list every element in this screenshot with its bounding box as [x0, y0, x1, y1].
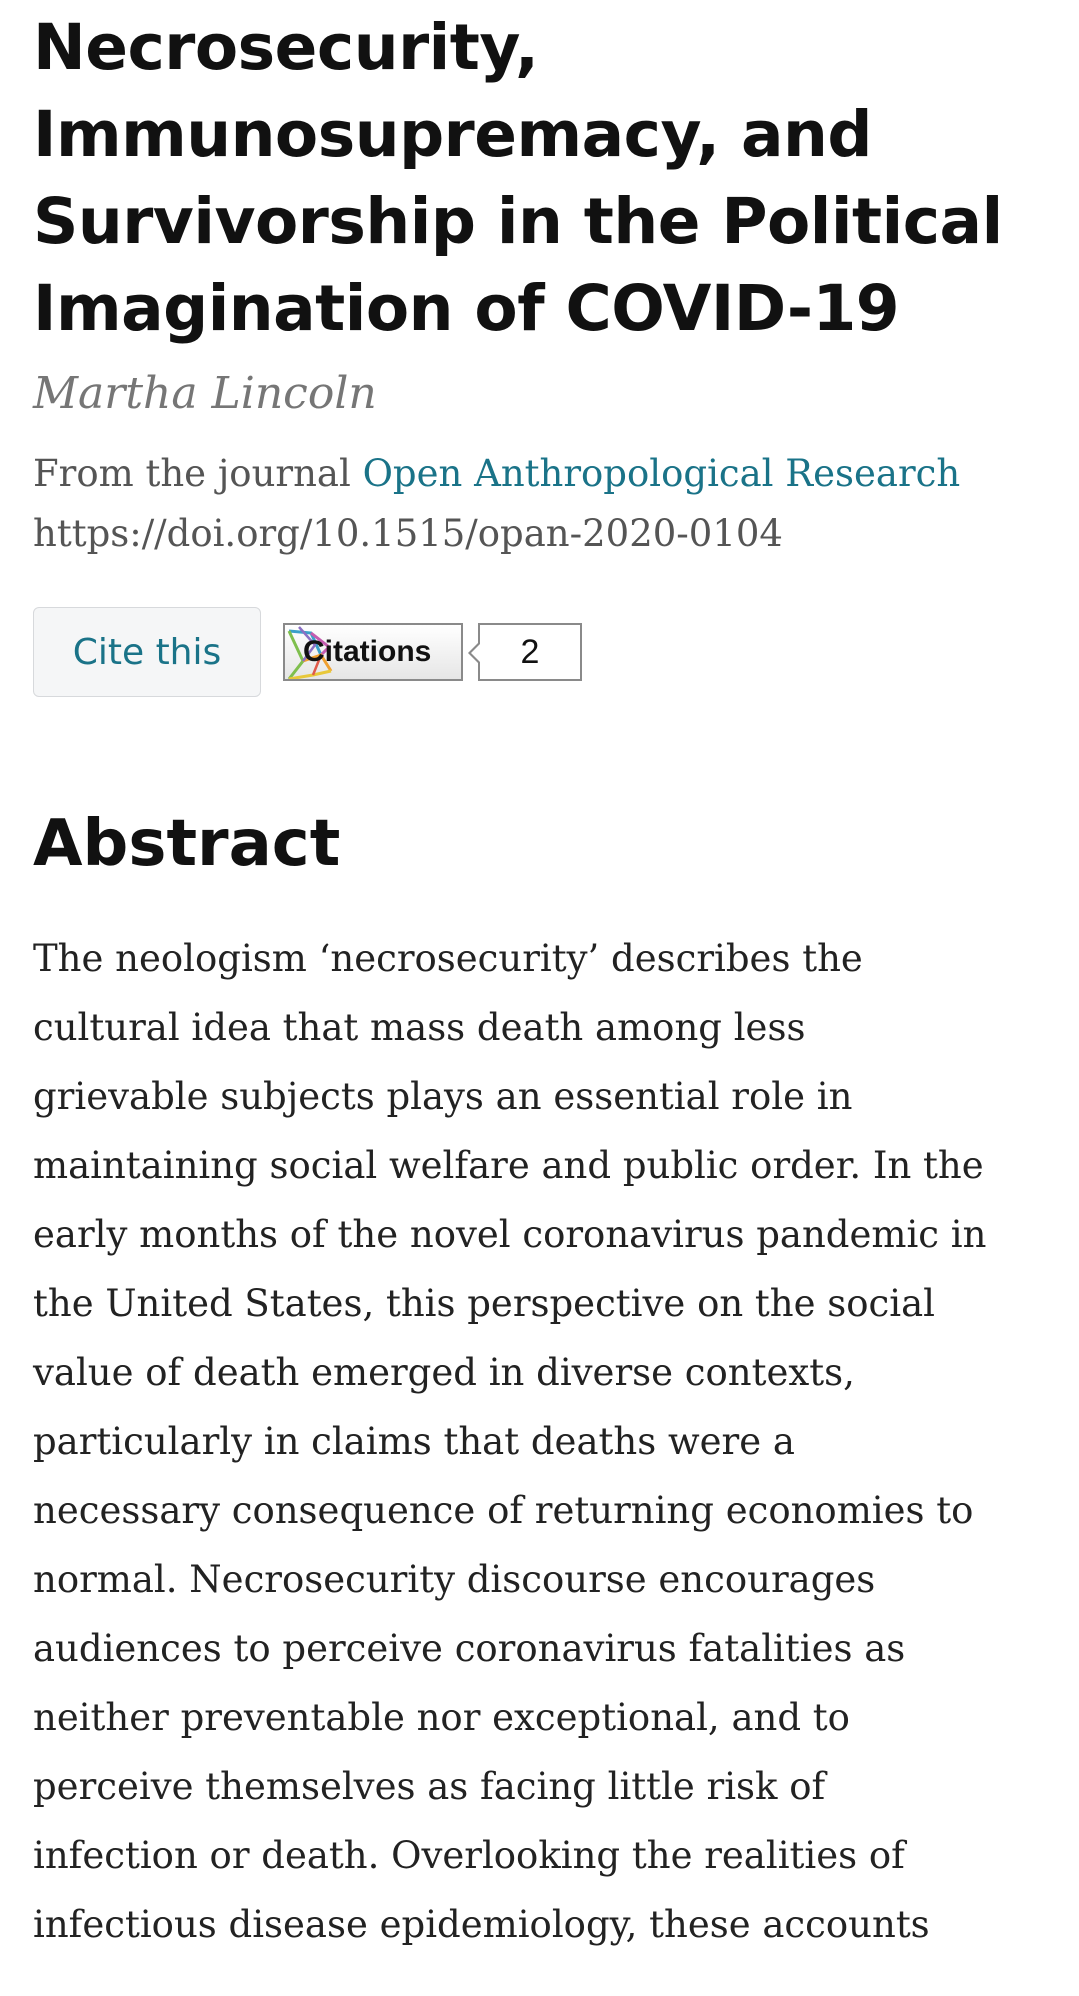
- journal-link[interactable]: Open Anthropological Research: [362, 452, 961, 495]
- journal-prefix: From the journal: [33, 452, 351, 495]
- article-title: Necrosecurity, Immunosupremacy, and Survivorship in the Political Imagination of COVID-19: [33, 11, 1003, 345]
- citations-count: 2: [478, 623, 582, 681]
- abstract-text: The neologism ‘necrosecurity’ describes the cultural idea that mass death among less grievable subjects plays an essential role in maintaining social welfare and public order. In the early months of the novel coronavirus pandemic in the United States, this perspective on the social value of death emerged in diverse contexts, particularly in claims that deaths were a necessary consequence of returning economies to normal. Necrosecurity discourse encourages audiences to perceive coronavirus fatalities as neither preventable nor exceptional, and to perceive themselves as facing little risk of infection or death. Overlooking the realities of infectious disease epidemiology, these accounts: [33, 937, 987, 1946]
- cite-this-button[interactable]: Cite this: [33, 607, 261, 697]
- article-actions: [33, 606, 1033, 698]
- article-page: [33, 0, 1033, 1996]
- citations-badge[interactable]: [283, 623, 582, 681]
- article-author[interactable]: Martha Lincoln: [33, 368, 377, 419]
- doi-link[interactable]: https://doi.org/10.1515/opan-2020-0104: [33, 512, 783, 555]
- abstract-heading: Abstract: [33, 807, 341, 881]
- citations-label-box: [283, 623, 463, 681]
- journal-line: [33, 444, 1033, 504]
- citations-label: Citations: [303, 635, 432, 668]
